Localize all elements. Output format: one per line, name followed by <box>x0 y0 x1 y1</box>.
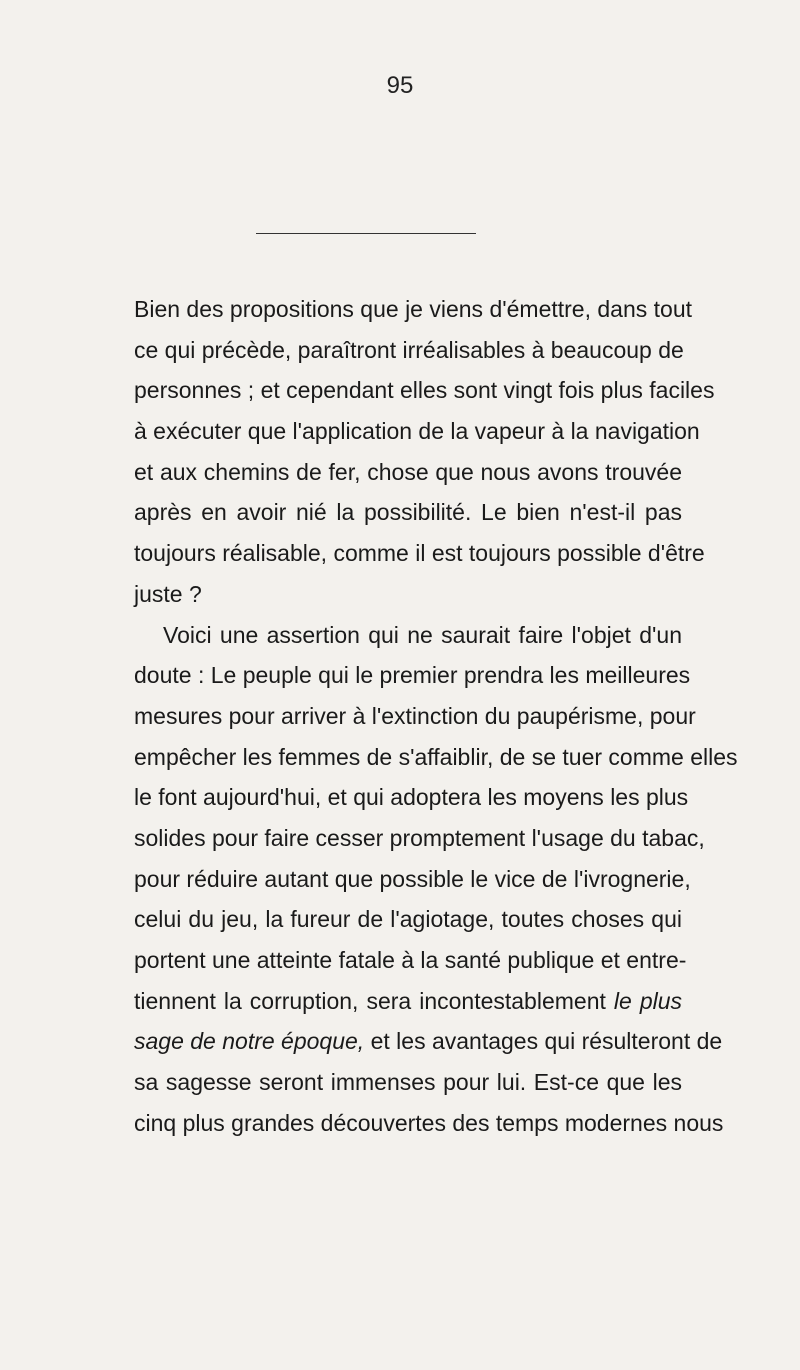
body-text <box>134 289 738 1143</box>
section-divider <box>256 233 476 234</box>
text-line: sa sagesse seront immenses pour lui. Est-ce que les <box>134 1069 682 1096</box>
text-line: personnes ; et cependant elles sont vingt fois plus faciles <box>134 377 715 404</box>
text-line: doute : Le peuple qui le premier prendra les meilleures <box>134 662 691 689</box>
text-line: solides pour faire cesser promptement l'usage du tabac, <box>134 824 705 851</box>
text-line: pour réduire autant que possible le vice de l'ivrognerie, <box>134 865 691 892</box>
text-segment: et les avantages qui résulteront de <box>370 1028 723 1055</box>
text-line <box>134 1021 723 1062</box>
text-segment: tiennent la corruption, sera incontestablement <box>134 987 606 1014</box>
text-line: mesures pour arriver à l'extinction du paupérisme, pour <box>134 702 696 729</box>
text-line: après en avoir nié la possibilité. Le bien n'est-il pas <box>134 499 682 526</box>
text-line: empêcher les femmes de s'affaiblir, de se tuer comme elles <box>134 743 738 770</box>
text-line: le font aujourd'hui, et qui adoptera les moyens les plus <box>134 784 689 811</box>
text-line <box>134 981 682 1022</box>
text-line: et aux chemins de fer, chose que nous avons trouvée <box>134 458 682 485</box>
page-number: 95 <box>386 72 414 99</box>
text-line: à exécuter que l'application de la vapeur à la navigation <box>134 418 700 445</box>
italic-phrase: sage de notre époque, <box>134 1028 365 1055</box>
text-line: Bien des propositions que je viens d'émettre, dans tout <box>134 296 693 322</box>
text-line: cinq plus grandes découvertes des temps modernes nous <box>134 1109 724 1136</box>
text-line: juste ? <box>134 580 202 607</box>
text-line: toujours réalisable, comme il est toujours possible d'être <box>134 540 705 567</box>
text-line: ce qui précède, paraîtront irréalisables à beaucoup de <box>134 336 684 363</box>
italic-phrase: le plus <box>613 987 683 1014</box>
text-line: portent une atteinte fatale à la santé publique et entre- <box>134 947 687 973</box>
text-line: Voici une assertion qui ne saurait faire l'objet d'un <box>163 621 682 648</box>
text-line: celui du jeu, la fureur de l'agiotage, toutes choses qui <box>134 906 682 933</box>
